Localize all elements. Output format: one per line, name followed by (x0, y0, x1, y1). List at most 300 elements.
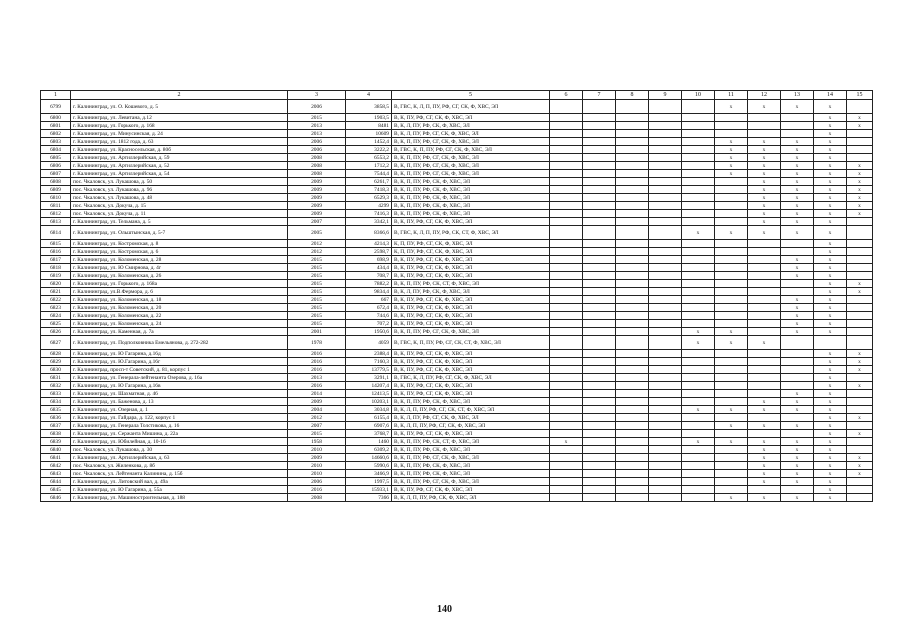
empty-cell (781, 240, 814, 248)
row-number: 6834 (41, 398, 71, 406)
empty-cell (781, 382, 814, 390)
mark-cell: x (748, 146, 781, 154)
empty-cell (583, 320, 616, 328)
mark-cell: x (781, 320, 814, 328)
header-cell: 6 (550, 91, 583, 100)
empty-cell (616, 350, 649, 358)
row-number: 6829 (41, 358, 71, 366)
empty-cell (550, 390, 583, 398)
row-systems: В, К, ПУ, РФ, СГ, СК, Ф, ХВС, ЭЛ (392, 312, 550, 320)
mark-cell: x (682, 438, 715, 446)
row-systems: В, К, ПУ, РФ, СГ, СК, Ф, ХВС, ЭЛ (392, 350, 550, 358)
empty-cell (550, 122, 583, 130)
mark-cell: x (781, 312, 814, 320)
empty-cell (682, 462, 715, 470)
row-area: 3342,1 (346, 218, 392, 226)
table-row (41, 264, 873, 272)
table-row (41, 226, 873, 240)
mark-cell: x (781, 272, 814, 280)
row-area: 12413,5 (346, 390, 392, 398)
mark-cell: x (715, 146, 748, 154)
row-area: 6553,2 (346, 154, 392, 162)
empty-cell (715, 256, 748, 264)
empty-cell (715, 358, 748, 366)
empty-cell (715, 398, 748, 406)
mark-cell: x (814, 320, 847, 328)
mark-cell: x (847, 430, 873, 438)
row-systems: В, К, П, ПУ, РФ, СК, Ф, ХВС, ЭЛ (392, 398, 550, 406)
empty-cell (583, 454, 616, 462)
empty-cell (583, 248, 616, 256)
empty-cell (847, 486, 873, 494)
empty-cell (682, 146, 715, 154)
row-systems: В, ГВС, К, П, ПУ, РФ, СГ, СК, СТ, Ф, ХВС, ЭЛ (392, 336, 550, 350)
empty-cell (715, 288, 748, 296)
empty-cell (583, 138, 616, 146)
row-area: 6155,4 (346, 414, 392, 422)
empty-cell (583, 494, 616, 502)
row-systems: В, К, П, ПУ, РФ, СГ, СК, Ф, ХВС, ЭЛ (392, 162, 550, 170)
empty-cell (550, 312, 583, 320)
row-number: 6809 (41, 186, 71, 194)
row-address: г. Калининград, ул. Генерала Толстикова, д. 16 (71, 422, 288, 430)
empty-cell (649, 280, 682, 288)
empty-cell (748, 280, 781, 288)
table-row (41, 446, 873, 454)
row-area: 3768,7 (346, 430, 392, 438)
mark-cell: x (715, 138, 748, 146)
mark-cell: x (847, 122, 873, 130)
table-row (41, 390, 873, 398)
mark-cell: x (814, 350, 847, 358)
table-row (41, 100, 873, 114)
row-area: 2598,7 (346, 248, 392, 256)
row-address: г. Калининград, ул. Генерала-лейтенанта Озерова, д. 16а (71, 374, 288, 382)
row-systems: В, К, Л, П, ПУ, РФ, СК, Ф, ХВС, ЭЛ (392, 494, 550, 502)
empty-cell (847, 100, 873, 114)
row-area: 1452,4 (346, 138, 392, 146)
empty-cell (583, 374, 616, 382)
row-address: г. Калининград, ул. Ю.Гагарина, д.16г (71, 358, 288, 366)
empty-cell (748, 304, 781, 312)
empty-cell (550, 366, 583, 374)
table-row (41, 462, 873, 470)
empty-cell (616, 304, 649, 312)
mark-cell: x (550, 438, 583, 446)
table-row (41, 382, 873, 390)
mark-cell: x (814, 374, 847, 382)
row-area: 8481 (346, 122, 392, 130)
empty-cell (781, 122, 814, 130)
mark-cell: x (781, 296, 814, 304)
empty-cell (682, 100, 715, 114)
table-row (41, 414, 873, 422)
empty-cell (616, 130, 649, 138)
empty-cell (649, 256, 682, 264)
row-year: 2016 (288, 366, 346, 374)
mark-cell: x (814, 478, 847, 486)
empty-cell (649, 178, 682, 186)
empty-cell (748, 414, 781, 422)
empty-cell (583, 154, 616, 162)
table-row (41, 494, 873, 502)
header-cell: 15 (847, 91, 873, 100)
mark-cell: x (847, 170, 873, 178)
empty-cell (583, 162, 616, 170)
empty-cell (748, 264, 781, 272)
row-number: 6812 (41, 210, 71, 218)
mark-cell: x (781, 178, 814, 186)
mark-cell: x (715, 328, 748, 336)
empty-cell (715, 248, 748, 256)
row-address: г. Калининград, ул. Артиллерийская, д. 52 (71, 162, 288, 170)
empty-cell (781, 350, 814, 358)
empty-cell (715, 218, 748, 226)
empty-cell (550, 478, 583, 486)
empty-cell (682, 288, 715, 296)
mark-cell: x (814, 494, 847, 502)
row-address: г. Калининград, ул. Ю Гагарина, д.16д (71, 350, 288, 358)
empty-cell (616, 114, 649, 122)
row-address: г. Калининград, ул. Горького, д. 168 (71, 122, 288, 130)
row-address: г. Калининград, ул. Костромская, д. 8 (71, 240, 288, 248)
row-systems: В, К, Л, ПУ, РФ, СГ, СК, Ф, ХВС, ЭЛ (392, 414, 550, 422)
row-systems: В, К, П, ПУ, РФ, СК, СТ, Ф, ХВС, ЭЛ (392, 438, 550, 446)
empty-cell (649, 430, 682, 438)
empty-cell (682, 454, 715, 462)
mark-cell: x (781, 194, 814, 202)
empty-cell (550, 454, 583, 462)
table-row (41, 438, 873, 446)
row-year: 2005 (288, 226, 346, 240)
empty-cell (847, 130, 873, 138)
empty-cell (847, 438, 873, 446)
mark-cell: x (814, 280, 847, 288)
row-number: 6830 (41, 366, 71, 374)
empty-cell (847, 248, 873, 256)
mark-cell: x (748, 138, 781, 146)
empty-cell (550, 178, 583, 186)
empty-cell (583, 390, 616, 398)
empty-cell (715, 186, 748, 194)
empty-cell (847, 226, 873, 240)
row-number: 6801 (41, 122, 71, 130)
mark-cell: x (814, 422, 847, 430)
row-number: 6831 (41, 374, 71, 382)
empty-cell (682, 358, 715, 366)
empty-cell (715, 366, 748, 374)
empty-cell (550, 422, 583, 430)
empty-cell (583, 398, 616, 406)
empty-cell (616, 202, 649, 210)
empty-cell (682, 422, 715, 430)
empty-cell (715, 202, 748, 210)
row-systems: В, К, ПУ, РФ, СГ, СК, Ф, ХВС, ЭЛ (392, 218, 550, 226)
empty-cell (583, 462, 616, 470)
table-row (41, 146, 873, 154)
empty-cell (649, 446, 682, 454)
row-area: 3466,9 (346, 470, 392, 478)
table-row (41, 202, 873, 210)
row-area: 744,6 (346, 312, 392, 320)
empty-cell (781, 288, 814, 296)
mark-cell: x (814, 390, 847, 398)
row-area: 8366,6 (346, 226, 392, 240)
empty-cell (748, 114, 781, 122)
row-address: г. Калининград, ул. Литовский вал, д. 49а (71, 478, 288, 486)
row-systems: В, К, П, ПУ, РФ, СК, Ф, ХВС, ЭЛ (392, 186, 550, 194)
mark-cell: x (748, 194, 781, 202)
mark-cell: x (814, 186, 847, 194)
mark-cell: x (814, 210, 847, 218)
mark-cell: x (781, 328, 814, 336)
empty-cell (682, 470, 715, 478)
empty-cell (550, 486, 583, 494)
mark-cell: x (781, 170, 814, 178)
empty-cell (682, 186, 715, 194)
register-body (41, 91, 873, 502)
empty-cell (847, 328, 873, 336)
row-number: 6811 (41, 202, 71, 210)
row-address: г. Калининград, ул. Артиллерийская, д. 54 (71, 170, 288, 178)
row-number: 6806 (41, 162, 71, 170)
empty-cell (550, 226, 583, 240)
row-area: 7544,4 (346, 170, 392, 178)
row-systems: В, К, П, ПУ, РФ, СГ, СК, Ф, ХВС, ЭЛ (392, 328, 550, 336)
empty-cell (616, 422, 649, 430)
empty-cell (847, 478, 873, 486)
empty-cell (748, 382, 781, 390)
row-systems: В, ГВС, К, Л, П, ПУ, РФ, СК, СТ, Ф, ХВС, ЭЛ (392, 226, 550, 240)
row-year: 2004 (288, 406, 346, 414)
mark-cell: x (814, 178, 847, 186)
empty-cell (748, 312, 781, 320)
mark-cell: x (814, 304, 847, 312)
empty-cell (583, 328, 616, 336)
table-row (41, 454, 873, 462)
row-area: 9834,4 (346, 288, 392, 296)
row-address: г. Калининград, ул. Артиллерийская, д. 59 (71, 154, 288, 162)
empty-cell (550, 256, 583, 264)
row-systems: В, ГВС, К, П, ПУ, РФ, СГ, СК, Ф, ХВС, ЭЛ (392, 146, 550, 154)
empty-cell (583, 130, 616, 138)
empty-cell (781, 130, 814, 138)
empty-cell (781, 486, 814, 494)
empty-cell (682, 486, 715, 494)
row-year: 2009 (288, 186, 346, 194)
table-row (41, 210, 873, 218)
row-area: 3222,2 (346, 146, 392, 154)
empty-cell (649, 382, 682, 390)
mark-cell: x (748, 478, 781, 486)
mark-cell: x (748, 454, 781, 462)
empty-cell (583, 406, 616, 414)
empty-cell (616, 186, 649, 194)
row-number: 6840 (41, 446, 71, 454)
table-row (41, 122, 873, 130)
row-area: 7366 (346, 494, 392, 502)
empty-cell (616, 328, 649, 336)
mark-cell: x (814, 454, 847, 462)
row-number: 6815 (41, 240, 71, 248)
mark-cell: x (781, 264, 814, 272)
mark-cell: x (847, 382, 873, 390)
empty-cell (550, 328, 583, 336)
empty-cell (715, 382, 748, 390)
empty-cell (715, 462, 748, 470)
empty-cell (748, 130, 781, 138)
empty-cell (847, 304, 873, 312)
empty-cell (583, 280, 616, 288)
empty-cell (550, 430, 583, 438)
mark-cell: x (847, 210, 873, 218)
empty-cell (649, 226, 682, 240)
mark-cell: x (781, 256, 814, 264)
table-row (41, 470, 873, 478)
empty-cell (682, 374, 715, 382)
empty-cell (583, 226, 616, 240)
empty-cell (847, 154, 873, 162)
empty-cell (616, 454, 649, 462)
empty-cell (550, 304, 583, 312)
row-address: г. Калининград, ул. Красносельская, д. 80б (71, 146, 288, 154)
empty-cell (847, 146, 873, 154)
row-systems: В, ГВС, К, Л, П, ПУ, РФ, СГ, СК, Ф, ХВС, ЭЛ (392, 100, 550, 114)
empty-cell (682, 350, 715, 358)
row-year: 2008 (288, 494, 346, 502)
table-row (41, 350, 873, 358)
mark-cell: x (748, 438, 781, 446)
row-area: 4059 (346, 336, 392, 350)
empty-cell (649, 304, 682, 312)
row-systems: В, К, ПУ, РФ, СГ, СК, Ф, ХВС, ЭЛ (392, 486, 550, 494)
row-number: 6819 (41, 272, 71, 280)
empty-cell (715, 414, 748, 422)
table-row (41, 178, 873, 186)
row-systems: В, К, Л, П, ПУ, РФ, СГ, СК, СТ, Ф, ХВС, ЭЛ (392, 406, 550, 414)
empty-cell (583, 186, 616, 194)
empty-cell (550, 146, 583, 154)
mark-cell: x (814, 130, 847, 138)
mark-cell: x (814, 288, 847, 296)
row-number: 6836 (41, 414, 71, 422)
empty-cell (715, 304, 748, 312)
row-year: 2006 (288, 146, 346, 154)
mark-cell: x (781, 398, 814, 406)
empty-cell (715, 130, 748, 138)
empty-cell (583, 438, 616, 446)
row-number: 6838 (41, 430, 71, 438)
mark-cell: x (748, 178, 781, 186)
empty-cell (847, 390, 873, 398)
table-row (41, 256, 873, 264)
table-row (41, 358, 873, 366)
empty-cell (649, 358, 682, 366)
row-area: 1997,5 (346, 478, 392, 486)
row-area: 6529,3 (346, 194, 392, 202)
empty-cell (748, 320, 781, 328)
empty-cell (616, 470, 649, 478)
empty-cell (616, 256, 649, 264)
empty-cell (682, 114, 715, 122)
empty-cell (748, 240, 781, 248)
empty-cell (847, 296, 873, 304)
mark-cell: x (847, 114, 873, 122)
empty-cell (649, 470, 682, 478)
row-address: пос. Чкаловск, ул. Лукашова, д. 96 (71, 186, 288, 194)
empty-cell (649, 138, 682, 146)
header-cell: 1 (41, 91, 71, 100)
empty-cell (847, 398, 873, 406)
row-year: 2009 (288, 398, 346, 406)
row-address: г. Калининград, ул. Коломенская, д. 22 (71, 312, 288, 320)
row-address: г. Калининград, ул. Костромская, д. 6 (71, 248, 288, 256)
empty-cell (550, 170, 583, 178)
row-area: 10609 (346, 130, 392, 138)
mark-cell: x (814, 382, 847, 390)
empty-cell (583, 430, 616, 438)
empty-cell (847, 256, 873, 264)
mark-cell: x (781, 406, 814, 414)
empty-cell (583, 240, 616, 248)
row-systems: В, К, П, ПУ, РФ, СК, СТ, Ф, ХВС, ЭЛ (392, 280, 550, 288)
row-area: 2388,4 (346, 350, 392, 358)
mark-cell: x (748, 470, 781, 478)
empty-cell (616, 272, 649, 280)
empty-cell (649, 240, 682, 248)
empty-cell (583, 100, 616, 114)
mark-cell: x (814, 248, 847, 256)
mark-cell: x (781, 202, 814, 210)
empty-cell (748, 256, 781, 264)
row-systems: В, К, ПУ, РФ, СГ, СК, Ф, ХВС, ЭЛ (392, 256, 550, 264)
row-year: 2015 (288, 272, 346, 280)
row-address: пос. Чкаловск, ул. Лукашова, д. 48 (71, 194, 288, 202)
mark-cell: x (814, 122, 847, 130)
row-number: 6805 (41, 154, 71, 162)
empty-cell (616, 248, 649, 256)
mark-cell: x (814, 240, 847, 248)
mark-cell: x (748, 422, 781, 430)
row-year: 2015 (288, 320, 346, 328)
mark-cell: x (847, 280, 873, 288)
empty-cell (748, 390, 781, 398)
mark-cell: x (682, 336, 715, 350)
row-number: 6825 (41, 320, 71, 328)
table-row (41, 280, 873, 288)
empty-cell (649, 264, 682, 272)
empty-cell (682, 312, 715, 320)
empty-cell (715, 264, 748, 272)
mark-cell: x (781, 454, 814, 462)
row-year: 1958 (288, 438, 346, 446)
row-area: 698,9 (346, 256, 392, 264)
empty-cell (649, 422, 682, 430)
empty-cell (847, 264, 873, 272)
mark-cell: x (715, 494, 748, 502)
row-number: 6808 (41, 178, 71, 186)
row-number: 6842 (41, 462, 71, 470)
empty-cell (550, 470, 583, 478)
row-number: 6823 (41, 304, 71, 312)
mark-cell: x (715, 226, 748, 240)
table-row (41, 240, 873, 248)
empty-cell (649, 100, 682, 114)
mark-cell: x (814, 406, 847, 414)
mark-cell: x (814, 256, 847, 264)
mark-cell: x (847, 194, 873, 202)
empty-cell (649, 486, 682, 494)
